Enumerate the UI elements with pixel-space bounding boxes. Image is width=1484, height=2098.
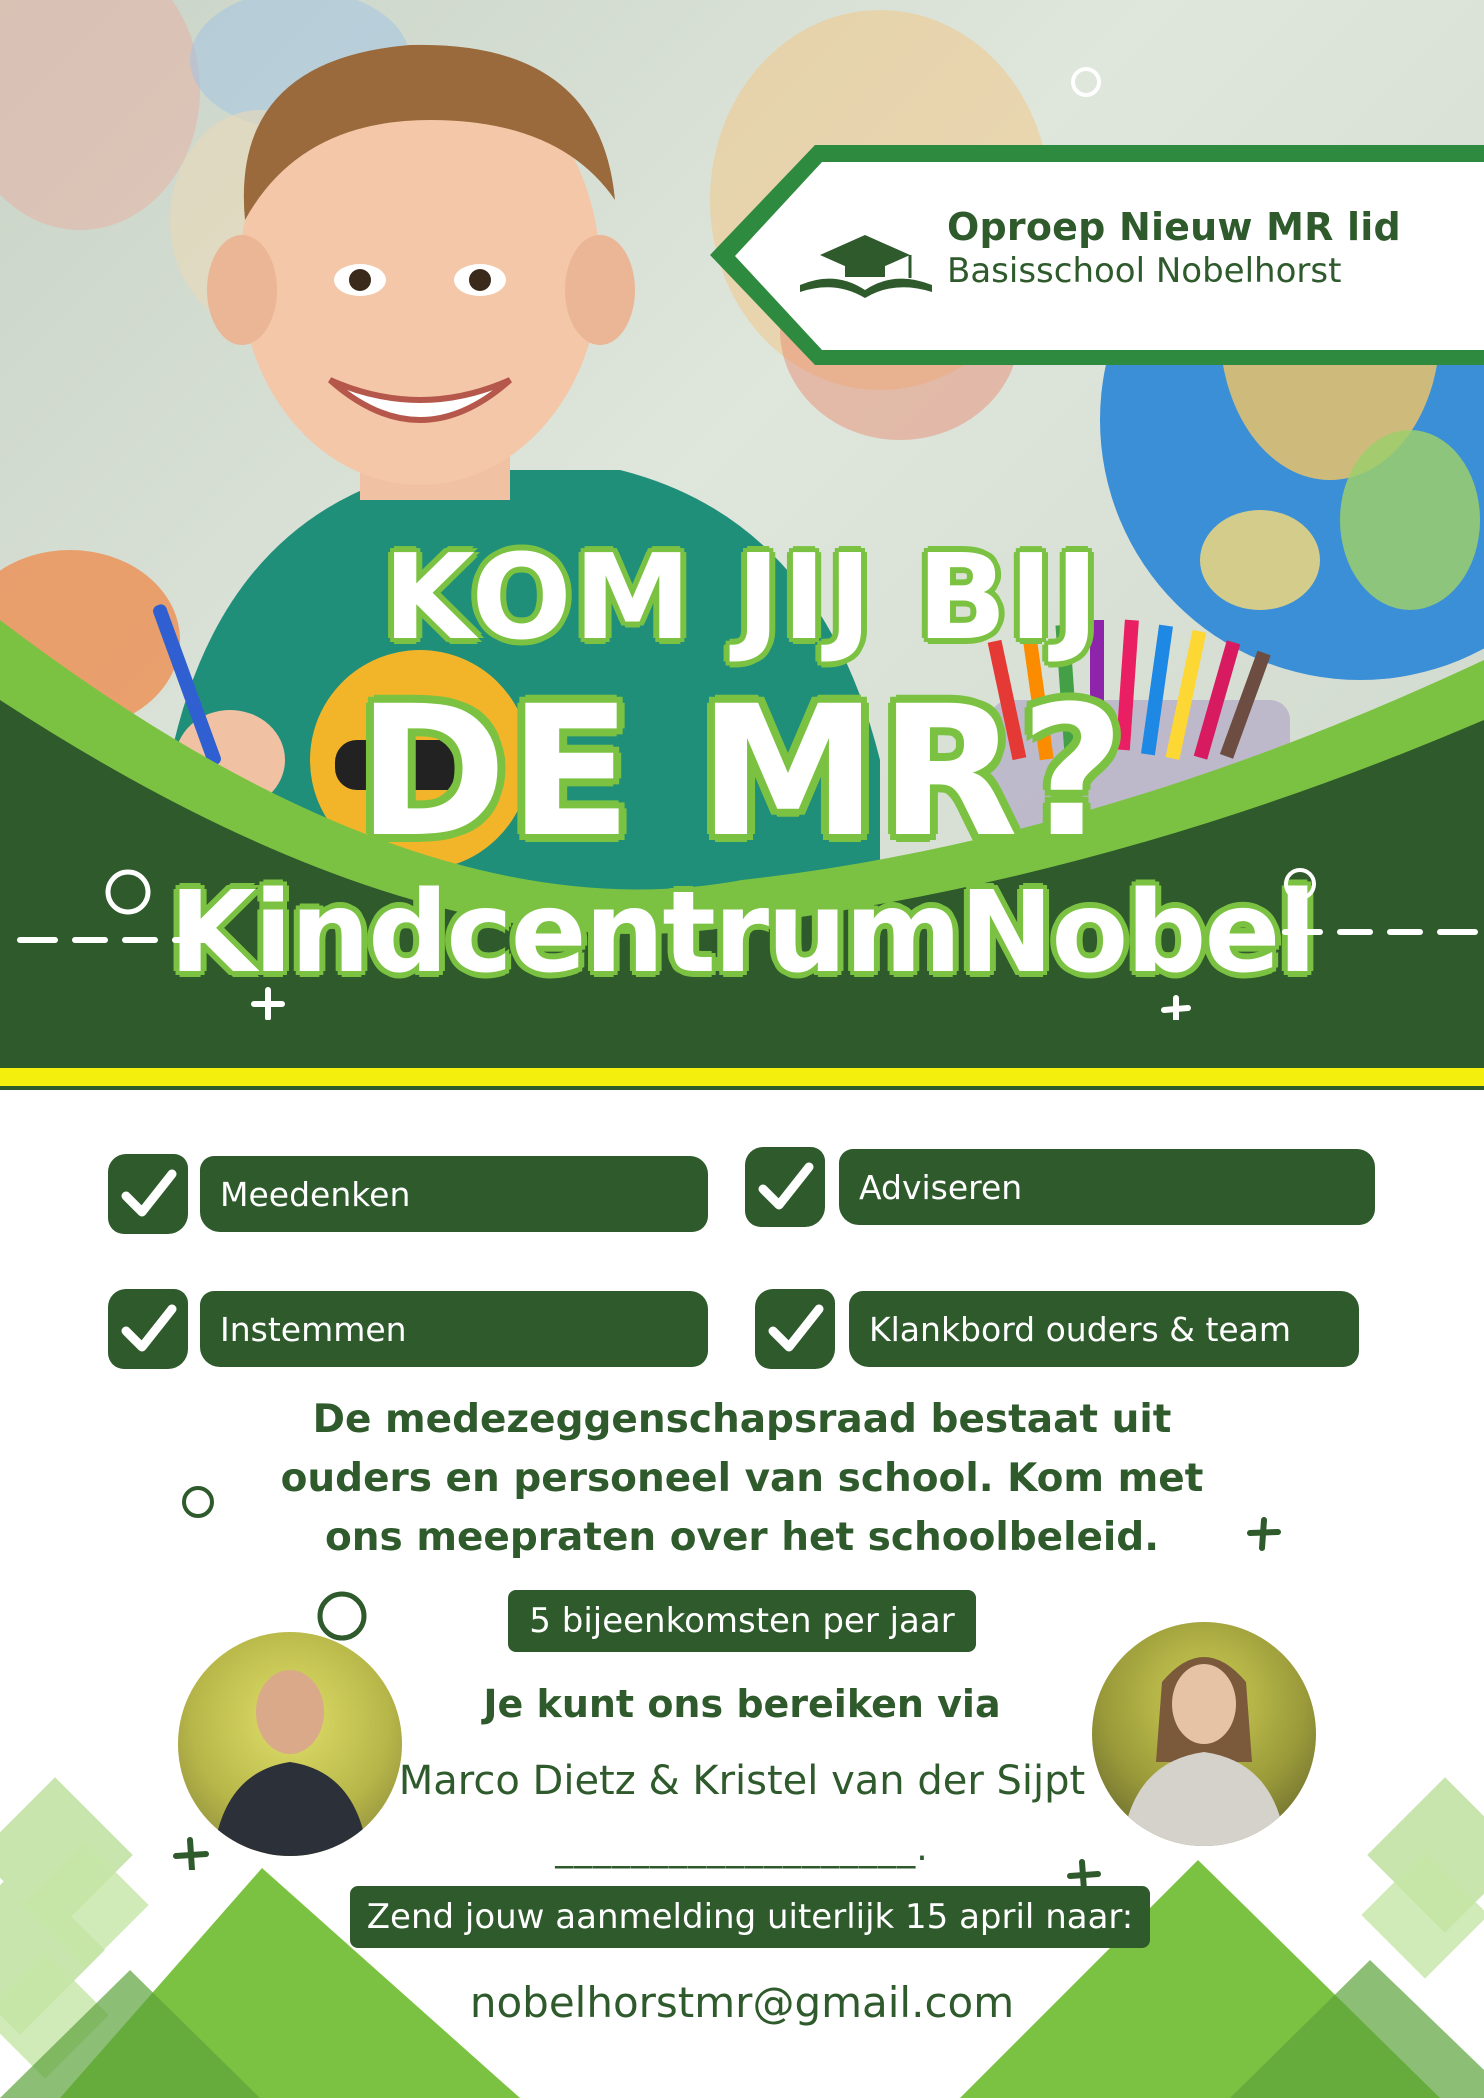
contact-title: Je kunt ons bereiken via — [483, 1682, 1001, 1726]
header-subtitle: Basisschool Nobelhorst — [947, 251, 1342, 291]
headline-line3: KindcentrumNobel — [169, 868, 1315, 998]
headline-line1: KOM JIJ BIJ — [383, 528, 1101, 666]
checklist-item-klankbord — [755, 1290, 1359, 1368]
email-address: nobelhorstmr@gmail.com — [469, 1978, 1015, 2027]
yellow-stripe — [0, 1068, 1484, 1086]
check-icon — [745, 1147, 825, 1227]
description-line1: De medezeggenschapsraad bestaat uit — [312, 1397, 1172, 1442]
headline-line2: DE MR? — [357, 668, 1127, 877]
description-line2: ouders en personeel van school. Kom met — [280, 1456, 1204, 1501]
check-icon — [108, 1289, 188, 1369]
meetings-badge: 5 bijeenkomsten per jaar — [508, 1590, 976, 1652]
checklist-item-meedenken — [108, 1155, 708, 1233]
header-ribbon — [0, 0, 1484, 380]
contact-names: Marco Dietz & Kristel van der Sijpt — [398, 1758, 1086, 1804]
checklist-label: Adviseren — [839, 1149, 1375, 1225]
checklist-label: Klankbord ouders & team — [849, 1291, 1359, 1367]
check-icon — [108, 1154, 188, 1234]
deadline-badge: Zend jouw aanmelding uiterlijk 15 april naar: — [350, 1886, 1150, 1948]
checklist-label: Instemmen — [200, 1291, 708, 1367]
header-title: Oproep Nieuw MR lid — [947, 205, 1401, 249]
check-icon — [755, 1289, 835, 1369]
deco-circle — [1073, 69, 1099, 95]
band-decorations — [0, 860, 1484, 1020]
checklist-item-instemmen — [108, 1290, 708, 1368]
checklist-item-adviseren — [745, 1148, 1375, 1226]
description-line3: ons meepraten over het schoolbeleid. — [324, 1515, 1160, 1560]
header-text — [947, 205, 1467, 291]
contact-separator: ___________________. — [555, 1828, 929, 1869]
checklist-label: Meedenken — [200, 1156, 708, 1232]
